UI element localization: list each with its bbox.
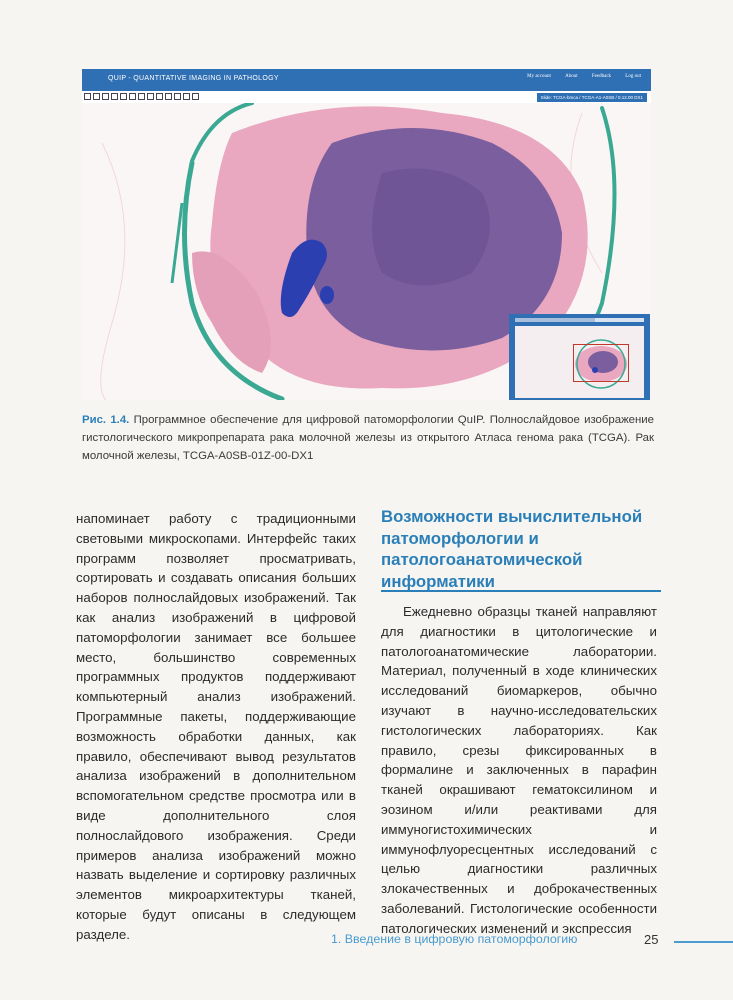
play-icon[interactable]: [192, 93, 199, 100]
ruler-icon[interactable]: [129, 93, 136, 100]
top-nav: [514, 74, 641, 79]
slide-label: Slide: TCGA-bmca / TCGA-A1-A0SB / 0.12.00 DX1: [537, 93, 647, 102]
brush-icon[interactable]: [120, 93, 127, 100]
page-number: 25: [644, 932, 659, 947]
thumbnail-view[interactable]: [515, 326, 644, 398]
chapter-title: 1. Введение в цифровую патоморфологию: [331, 932, 578, 946]
camera-icon[interactable]: [156, 93, 163, 100]
app-header: [82, 69, 651, 91]
left-column-text: напоминает работу с традиционными световыми микроскопами. Интерфейс таких программ позволяет просматривать, сортировать и создавать описания больших наборов полнослайдовых изображений. Так как анализ изображений в цифровой патоморфологии занимает все большее место, большинство современных программных продуктов поддерживают компьютерный анализ изображений. Программные пакеты, поддерживающие возможность обработки данных, как правило, обеспечивают вывод результатов анализа изображений в дополнительном вспомогательном средстве просмотра или в виде дополнительного слоя полнослайдового изображения. Среди примеров анализа изображений можно назвать выделение и сортировку различных элементов микроархитектуры тканей, которые будут описаны в следующем разделе.: [76, 511, 356, 942]
download-icon[interactable]: [174, 93, 181, 100]
nav-about[interactable]: About: [565, 74, 578, 79]
share-icon[interactable]: [165, 93, 172, 100]
figure-caption: [82, 411, 654, 465]
right-column-text: Ежедневно образцы тканей направляют для диагностики в цитологические и патологоанатомические лаборатории. Материал, полученный в ходе клинических исследований биомаркеров, обычно изучают в научно-исследовательских гистологических лабораториях. Как правило, срезы фиксированных в формалине и заключенных в парафин тканей окрашивают гематоксилином и эозином и/или реактивами для иммуногистохимических и иммунофлуоресцентных исследований с целью диагностики различных злокачественных и доброкачественных заболеваний. Гистологические особенности патологических изменений и экспрессия: [381, 604, 657, 936]
heading-divider: [381, 590, 661, 592]
rectangle-icon[interactable]: [102, 93, 109, 100]
zoom-slider[interactable]: [515, 318, 644, 322]
pencil-icon[interactable]: [111, 93, 118, 100]
home-icon[interactable]: [84, 93, 91, 100]
footer-divider: [674, 941, 733, 943]
eraser-icon[interactable]: [138, 93, 145, 100]
app-title: QUIP - QUANTITATIVE IMAGING IN PATHOLOGY: [108, 75, 279, 82]
nav-log-out[interactable]: Log out: [625, 74, 641, 79]
figure-label: Рис. 1.4.: [82, 414, 130, 426]
section-heading: Возможности вычислительной патоморфологии и патологоанатомической информатики: [381, 507, 643, 591]
viewport-rectangle[interactable]: [573, 344, 629, 382]
overview-thumbnail[interactable]: [509, 314, 650, 400]
nav-my-account[interactable]: My account: [527, 74, 551, 79]
settings-icon[interactable]: [183, 93, 190, 100]
magnify-icon[interactable]: [147, 93, 154, 100]
nav-feedback[interactable]: Feedback: [591, 74, 612, 79]
caption-text: Программное обеспечение для цифровой патоморфологии QuIP. Полнослайдовое изображение гистологического микропрепарата рака молочной железы из открытого Атласа генома рака (TCGA). Рак молочной железы, TCGA-A0SB-01Z-00-DX1: [82, 414, 655, 462]
figure-screenshot: [82, 69, 651, 400]
layers-icon[interactable]: [93, 93, 100, 100]
